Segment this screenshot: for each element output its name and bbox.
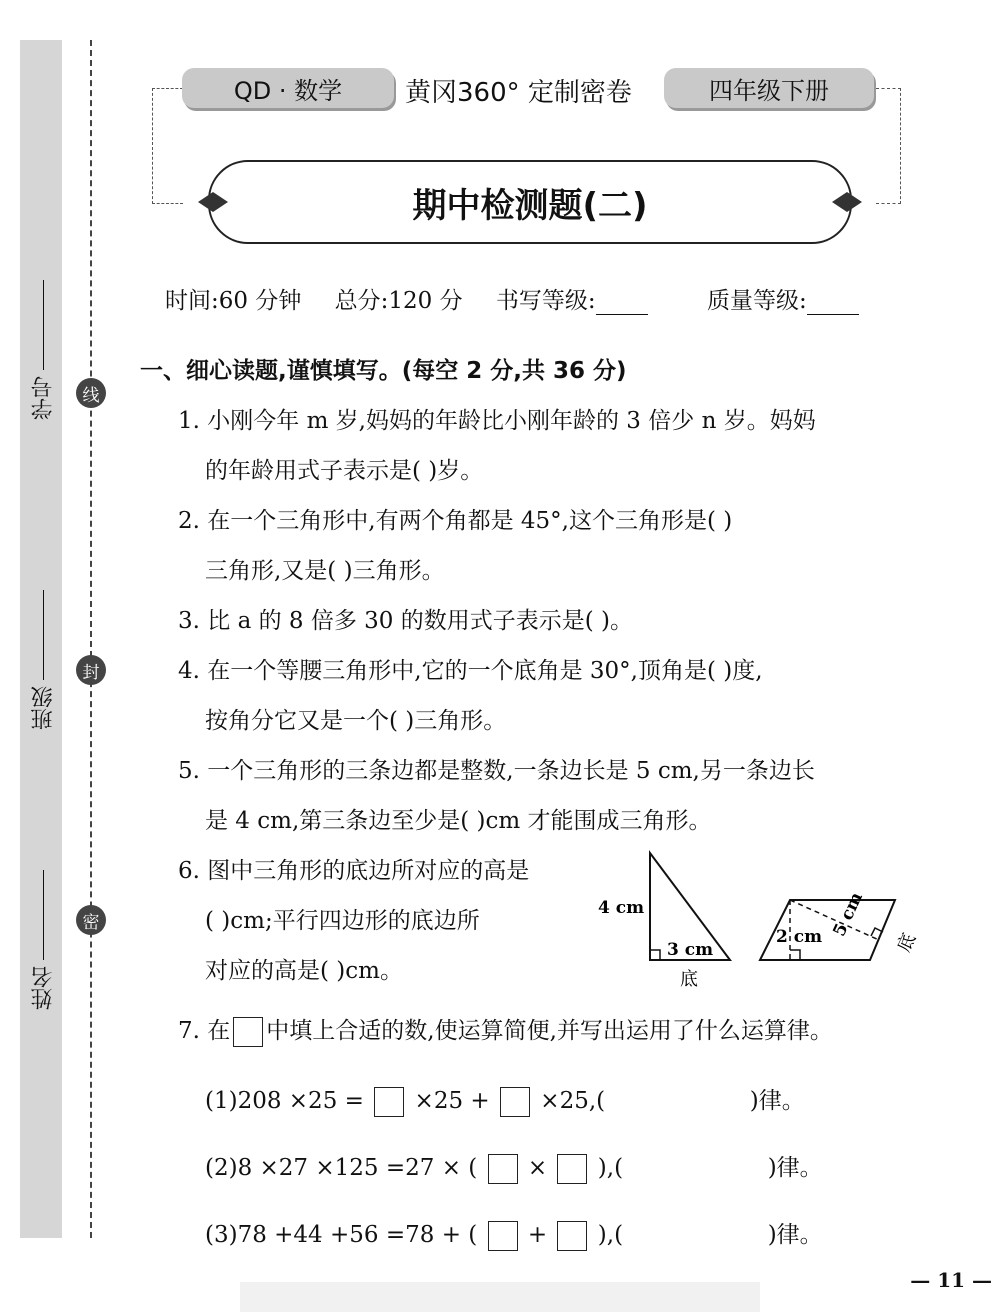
answer-box[interactable] [500, 1087, 530, 1117]
quality-grade-blank[interactable] [807, 292, 859, 315]
page-title: 期中检测题(二) [208, 160, 852, 244]
answer-box[interactable] [557, 1154, 587, 1184]
seal-feng: 封 [76, 655, 106, 685]
footer-bar [240, 1282, 760, 1312]
question-7-intro: 7. 在 中填上合适的数,使运算简便,并写出运用了什么运算律。 [178, 1012, 833, 1047]
question-4-line-2: 按角分它又是一个( )三角形。 [205, 708, 507, 734]
parallelogram-side-label: 5 cm [829, 889, 868, 940]
answer-box[interactable] [488, 1154, 518, 1184]
name-field[interactable] [28, 870, 59, 1010]
cut-line [90, 40, 92, 1238]
answer-box[interactable] [374, 1087, 404, 1117]
parallelogram-base-word: 底 [893, 930, 921, 956]
series-title: 黄冈360° 定制密卷 [405, 78, 632, 108]
diamond-right-icon [830, 190, 864, 214]
section-1-heading: 一、细心读题,谨慎填写。(每空 2 分,共 36 分) [140, 358, 627, 384]
exam-info [165, 282, 911, 315]
question-7-part-1: (1)208 ×25 = ×25 + ×25,( )律。 [205, 1082, 805, 1117]
question-7-part-3: (3)78 +44 +56 =78 + ( + ),( )律。 [205, 1216, 823, 1251]
geometry-figures [595, 845, 925, 995]
class-field[interactable] [28, 590, 59, 730]
time-info: 时间:60 分钟 [165, 288, 302, 314]
question-2-line-2: 三角形,又是( )三角形。 [205, 558, 445, 584]
question-4-line-1: 4. 在一个等腰三角形中,它的一个底角是 30°,顶角是( )度, [178, 658, 763, 684]
answer-box[interactable] [557, 1221, 587, 1251]
total-score-info: 总分:120 分 [334, 288, 463, 314]
student-id-label: 学号 [31, 376, 56, 420]
triangle-height-label: 4 cm [598, 898, 645, 918]
question-6-line-1: 6. 图中三角形的底边所对应的高是 [178, 858, 530, 884]
seal-xian: 线 [76, 378, 106, 408]
question-2-line-1: 2. 在一个三角形中,有两个角都是 45°,这个三角形是( ) [178, 508, 733, 534]
student-id-field[interactable] [28, 280, 59, 420]
question-5-line-2: 是 4 cm,第三条边至少是( )cm 才能围成三角形。 [205, 808, 712, 834]
quality-grade: 质量等级: [707, 288, 885, 314]
diamond-left-icon [196, 190, 230, 214]
subject-pill: QD · 数学 [182, 68, 394, 108]
question-1-line-1: 1. 小刚今年 m 岁,妈妈的年龄比小刚年龄的 3 倍少 n 岁。妈妈 [178, 408, 816, 434]
page-number: — 11 — [910, 1268, 992, 1292]
question-3: 3. 比 a 的 8 倍多 30 的数用式子表示是( )。 [178, 608, 633, 634]
grade-pill: 四年级下册 [664, 68, 874, 108]
question-7-part-2: (2)8 ×27 ×125 =27 × ( × ),( )律。 [205, 1149, 823, 1184]
question-5-line-1: 5. 一个三角形的三条边都是整数,一条边长是 5 cm,另一条边长 [178, 758, 815, 784]
question-6-line-3: 对应的高是( )cm。 [205, 958, 403, 984]
deco-left [152, 88, 183, 204]
example-answer-box [233, 1017, 263, 1047]
triangle-base-label: 3 cm [667, 940, 714, 960]
parallelogram-height-label: 2 cm [776, 927, 823, 947]
writing-grade-blank[interactable] [596, 292, 648, 315]
question-1-line-2: 的年龄用式子表示是( )岁。 [205, 458, 484, 484]
seal-mi: 密 [76, 905, 106, 935]
triangle-base-word: 底 [680, 969, 698, 990]
writing-grade: 书写等级: [496, 288, 674, 314]
deco-right [876, 88, 901, 204]
class-label: 班级 [31, 686, 56, 730]
question-6-line-2: ( )cm;平行四边形的底边所 [205, 908, 480, 934]
name-label: 姓名 [31, 966, 56, 1010]
answer-box[interactable] [488, 1221, 518, 1251]
